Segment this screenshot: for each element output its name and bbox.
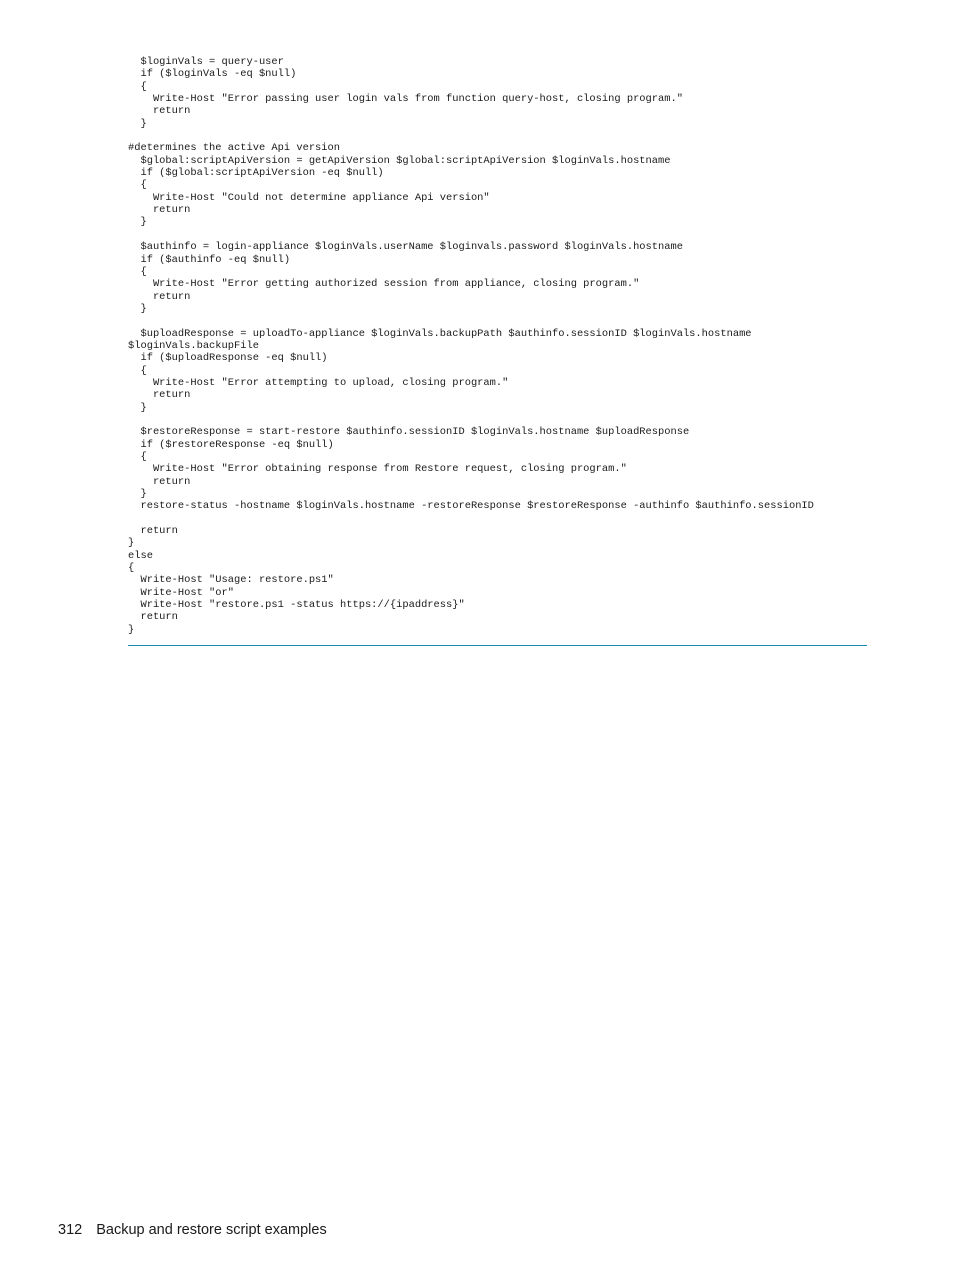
code-line: if ($loginVals -eq $null) (128, 68, 297, 81)
code-line: else (128, 549, 153, 562)
code-line: Write-Host "Error attempting to upload, closing program." (128, 376, 509, 389)
code-line: return (128, 105, 191, 118)
code-line (128, 315, 868, 327)
code-line: if ($uploadResponse -eq $null) (128, 352, 328, 365)
code-line: } (128, 623, 135, 636)
code-listing (128, 56, 868, 636)
code-line: $loginVals = query-user (128, 56, 284, 68)
code-line: { (128, 364, 147, 377)
section-title: Backup and restore script examples (96, 1222, 327, 1238)
code-line: } (128, 488, 147, 501)
code-line: { (128, 80, 147, 93)
code-line: return (128, 389, 191, 402)
code-line: { (128, 451, 147, 463)
code-line: Write-Host "Could not determine appliance Api version" (128, 191, 490, 204)
code-line (128, 229, 868, 241)
code-line: { (128, 562, 135, 575)
code-line: #determines the active Api version (128, 142, 341, 155)
code-line: $loginVals.backupFile (128, 339, 259, 352)
code-line: return (128, 525, 178, 538)
code-line (128, 130, 868, 142)
code-line: Write-Host "Error obtaining response from Restore request, closing program." (128, 463, 627, 476)
code-line: $authinfo = login-appliance $loginVals.userName $loginvals.password $loginVals.hostname (128, 241, 683, 254)
code-line: } (128, 401, 147, 414)
code-line: if ($global:scriptApiVersion -eq $null) (128, 167, 384, 180)
code-line: } (128, 537, 135, 550)
code-line (128, 513, 868, 525)
page-number: 312 (58, 1222, 83, 1238)
code-line: $global:scriptApiVersion = getApiVersion $global:scriptApiVersion $loginVals.hostname (128, 154, 671, 167)
code-line: { (128, 179, 147, 192)
code-line: Write-Host "Usage: restore.ps1" (128, 574, 334, 587)
code-line: return (128, 204, 191, 217)
code-line: return (128, 290, 191, 303)
code-line (128, 414, 868, 426)
code-line: $restoreResponse = start-restore $authinfo.sessionID $loginVals.hostname $uploadResponse (128, 426, 690, 439)
page-footer (58, 1222, 327, 1238)
code-line: if ($authinfo -eq $null) (128, 253, 291, 266)
code-line: } (128, 302, 147, 315)
code-line: return (128, 475, 191, 488)
code-line: { (128, 265, 147, 278)
code-line: Write-Host "or" (128, 586, 235, 599)
code-line: Write-Host "Error passing user login vals from function query-host, closing program." (128, 93, 683, 106)
code-end-rule (128, 645, 867, 646)
code-line: Write-Host "restore.ps1 -status https://{ipaddress}" (128, 599, 465, 612)
code-line: } (128, 117, 147, 130)
code-line: if ($restoreResponse -eq $null) (128, 438, 334, 451)
code-line: restore-status -hostname $loginVals.hostname -restoreResponse $restoreResponse -authinfo $authinfo.sessionID (128, 500, 814, 513)
code-line: } (128, 216, 147, 229)
code-line: Write-Host "Error getting authorized session from appliance, closing program." (128, 278, 640, 291)
code-line: $uploadResponse = uploadTo-appliance $loginVals.backupPath $authinfo.sessionID $loginVals.hostname (128, 327, 752, 340)
code-line: return (128, 611, 178, 624)
